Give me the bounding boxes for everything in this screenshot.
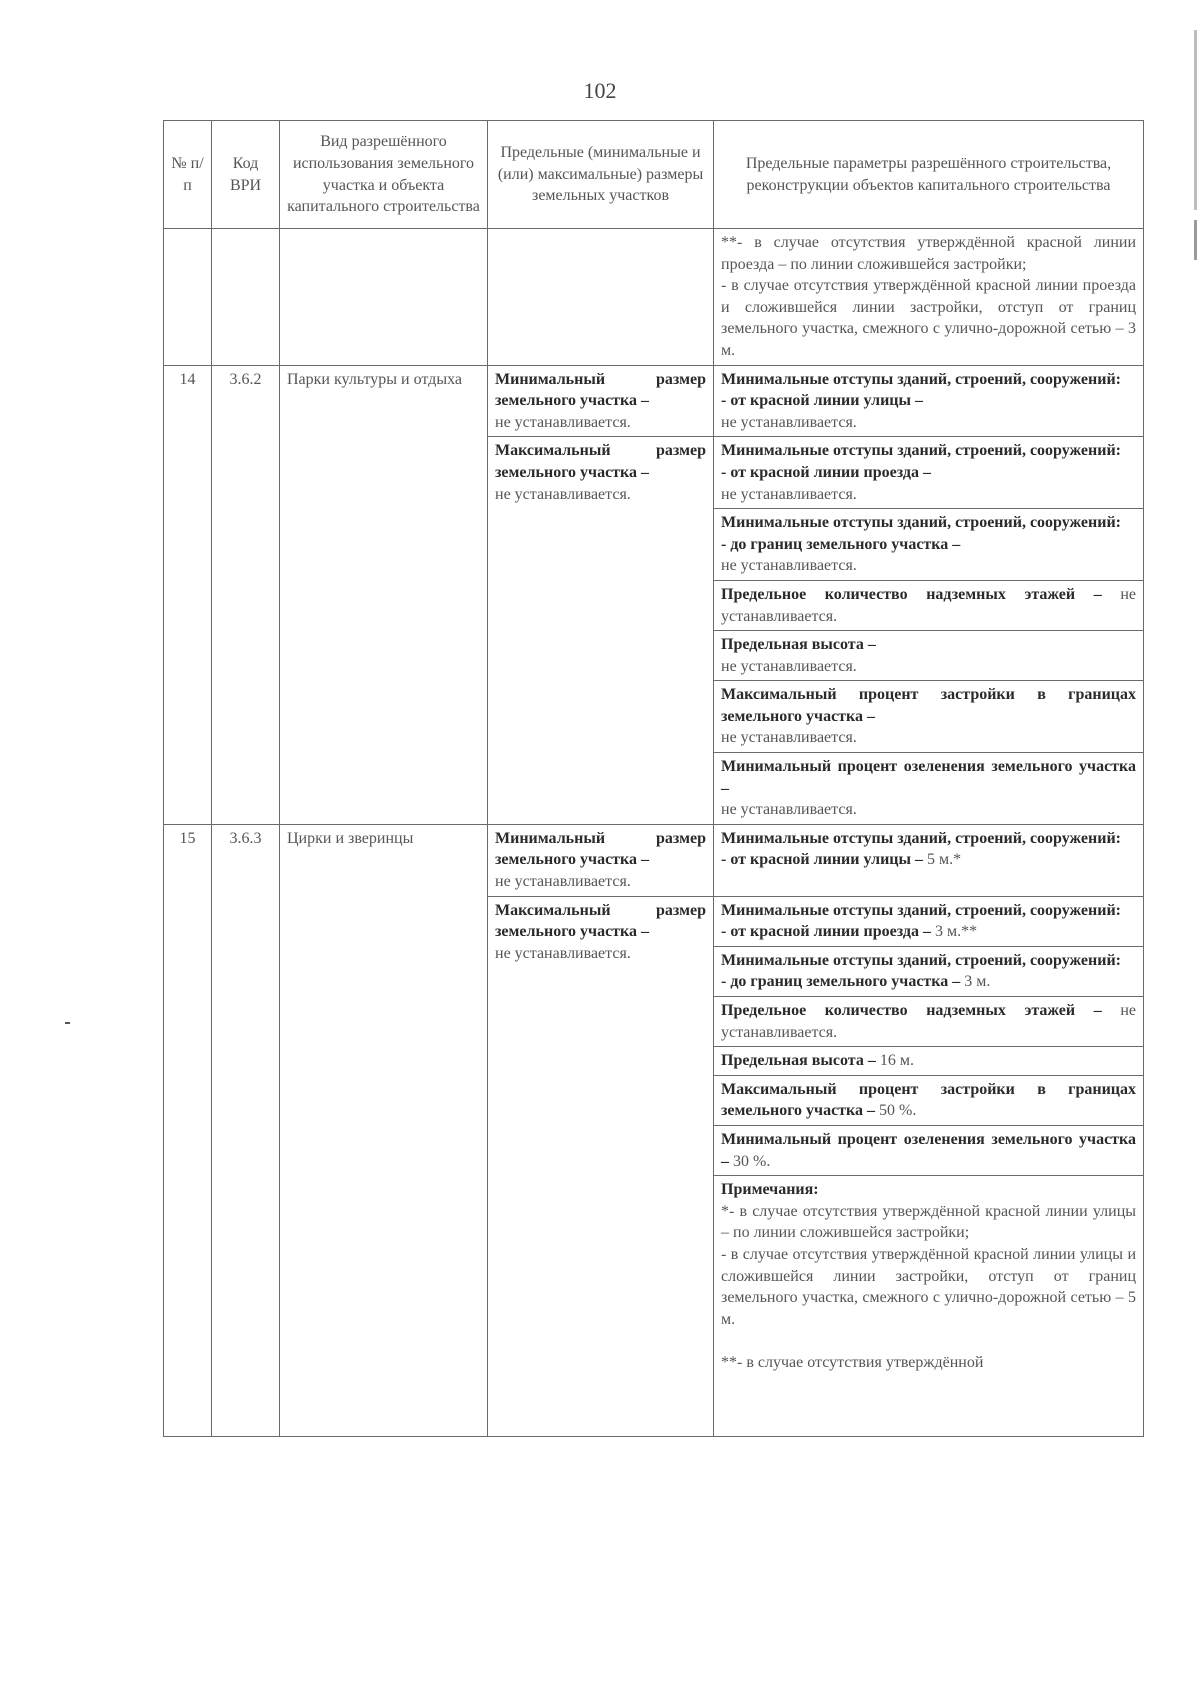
- row14-name: Парки культуры и отдыха: [280, 365, 488, 824]
- table-row-15: [164, 824, 1144, 896]
- row15-param-7: Минимальный процент озеленения земельного участка – 30 %.: [714, 1125, 1144, 1175]
- row14-param-6: Максимальный процент застройки в границах земельного участка – не устанавливается.: [714, 681, 1144, 753]
- continuation-note-1: **- в случае отсутствия утверждённой красной линии проезда – по линии сложившейся застройки;: [721, 234, 1136, 273]
- continuation-note-2: - в случае отсутствия утверждённой красной линии проезда и сложившейся линии застройки, отступ от границ земельного участка, смежного с улично-дорожной сетью – 3 м.: [721, 277, 1136, 359]
- row15-param-6: Максимальный процент застройки в границах земельного участка – 50 %.: [714, 1075, 1144, 1125]
- row14-param-1: Минимальные отступы зданий, строений, сооружений: - от красной линии улицы – не устанавливается.: [714, 365, 1144, 437]
- row14-min-size: Минимальный размер земельного участка – не устанавливается.: [488, 365, 714, 437]
- note-1: *- в случае отсутствия утверждённой красной линии улицы – по линии сложившейся застройки;: [721, 1202, 1136, 1242]
- header-params: Предельные параметры разрешённого строительства, реконструкции объектов капитального строительства: [714, 121, 1144, 229]
- note-2: - в случае отсутствия утверждённой красной линии улицы и сложившейся линии застройки, отступ от границ земельного участка, смежного с улично-дорожной сетью – 5 м.: [721, 1245, 1136, 1328]
- row15-param-1: Минимальные отступы зданий, строений, сооружений: - от красной линии улицы – 5 м.*: [714, 824, 1144, 896]
- row15-notes: [714, 1176, 1144, 1437]
- row14-num: 14: [164, 365, 212, 824]
- table-row-14: [164, 365, 1144, 437]
- row15-param-4: Предельное количество надземных этажей – не устанавливается.: [714, 997, 1144, 1047]
- header-num: № п/п: [164, 121, 212, 229]
- header-sizes: Предельные (минимальные и (или) максимальные) размеры земельных участков: [488, 121, 714, 229]
- scan-edge: [1194, 220, 1197, 260]
- row15-min-size: Минимальный размер земельного участка – не устанавливается.: [488, 824, 714, 896]
- row15-name: Цирки и зверинцы: [280, 824, 488, 1436]
- scan-edge: [1194, 30, 1197, 210]
- row15-num: 15: [164, 824, 212, 1436]
- row15-code: 3.6.3: [212, 824, 280, 1436]
- row14-param-3: Минимальные отступы зданий, строений, сооружений: - до границ земельного участка – не устанавливается.: [714, 509, 1144, 581]
- row14-param-4: Предельное количество надземных этажей – не устанавливается.: [714, 580, 1144, 630]
- row14-param-5: Предельная высота – не устанавливается.: [714, 631, 1144, 681]
- table-row-continuation: [164, 229, 1144, 366]
- page-number: 102: [583, 78, 617, 103]
- table-header-row: [164, 121, 1144, 229]
- row14-max-size: Максимальный размер земельного участка – не устанавливается.: [488, 437, 714, 825]
- continuation-notes: [714, 229, 1144, 366]
- notes-title: Примечания:: [721, 1181, 819, 1199]
- header-code: Код ВРИ: [212, 121, 280, 229]
- row15-param-2: Минимальные отступы зданий, строений, сооружений: - от красной линии проезда – 3 м.**: [714, 896, 1144, 946]
- row14-code: 3.6.2: [212, 365, 280, 824]
- row15-param-5: Предельная высота – 16 м.: [714, 1047, 1144, 1076]
- row15-param-3: Минимальные отступы зданий, строений, сооружений: - до границ земельного участка – 3 м.: [714, 946, 1144, 996]
- row15-max-size: Максимальный размер земельного участка – не устанавливается.: [488, 896, 714, 1437]
- note-3: **- в случае отсутствия утверждённой: [721, 1354, 984, 1372]
- header-kind: Вид разрешённого использования земельного участка и объекта капитального строительства: [280, 121, 488, 229]
- scan-mark: [65, 1022, 70, 1024]
- regulations-table: [163, 120, 1144, 1437]
- row14-param-2: Минимальные отступы зданий, строений, сооружений: - от красной линии проезда – не устанавливается.: [714, 437, 1144, 509]
- row14-param-7: Минимальный процент озеленения земельного участка – не устанавливается.: [714, 753, 1144, 825]
